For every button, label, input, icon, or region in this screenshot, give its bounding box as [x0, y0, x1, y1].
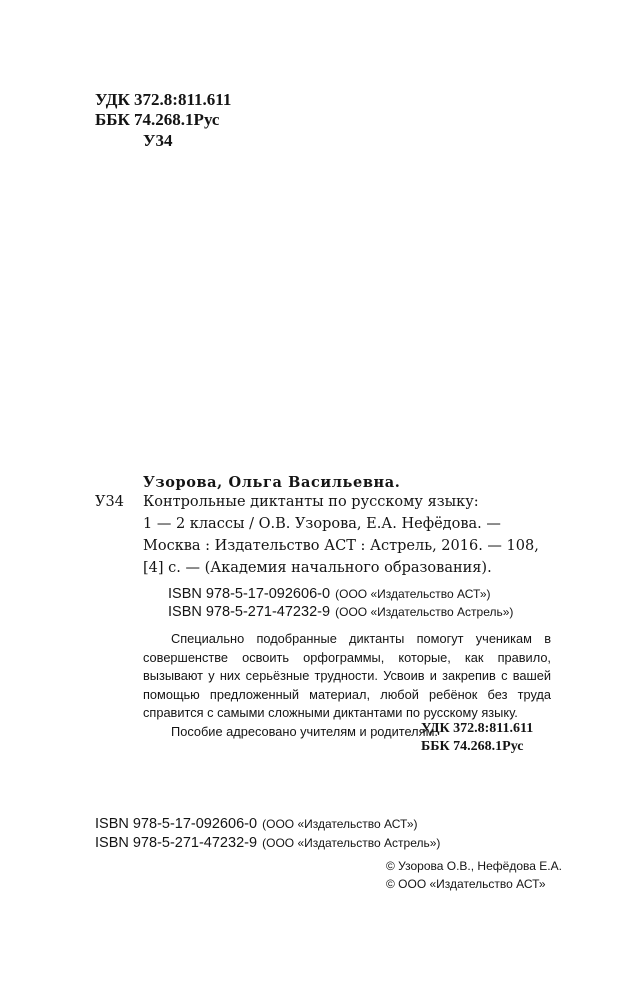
bottom-isbn-number: ISBN 978-5-271-47232-9	[95, 835, 258, 851]
bottom-isbn-number: ISBN 978-5-17-092606-0	[95, 816, 258, 832]
copyright-line: © Узорова О.В., Нефёдова Е.А.	[386, 859, 562, 873]
card-author: Узорова, Ольга Васильевна.	[143, 474, 401, 491]
card-udk: УДК 372.8:811.611	[421, 721, 534, 736]
bottom-isbn-publisher: (ООО «Издательство Астрель»)	[262, 836, 441, 850]
annotation-paragraph: Пособие адресовано учителям и родителям.	[171, 723, 438, 739]
annotation-paragraph: Специально подобранные диктанты помогут ученикам в совершенстве освоить орфограммы, которые, как правило, вызывают у них серьёзные трудности. Усвоив и закрепив с вашей помощью предложенный материал, любой ребёнок без труда справится с самыми сложными диктантами по русскому языку.	[143, 631, 551, 721]
card-isbn-number: ISBN 978-5-17-092606-0	[168, 586, 331, 602]
card-author-mark: У34	[95, 494, 124, 510]
card-isbn-publisher: (ООО «Издательство АСТ»)	[335, 587, 491, 601]
copyright-line: © ООО «Издательство АСТ»	[386, 877, 546, 891]
bbk-index: ББК 74.268.1Рус	[95, 110, 220, 129]
bottom-isbn-row	[95, 832, 440, 851]
card-bbk: ББК 74.268.1Рус	[421, 739, 524, 754]
card-line-3: Москва : Издательство АСТ : Астрель, 2016. — 108,	[143, 538, 539, 554]
author-mark: У34	[143, 131, 173, 150]
udk-index: УДК 372.8:811.611	[95, 90, 232, 109]
card-line-4: [4] с. — (Академия начального образования).	[143, 560, 492, 576]
bottom-isbn-row	[95, 813, 418, 832]
card-isbn-number: ISBN 978-5-271-47232-9	[168, 604, 331, 620]
card-line-1: Контрольные диктанты по русскому языку:	[143, 494, 479, 510]
card-isbn-publisher: (ООО «Издательство Астрель»)	[335, 605, 514, 619]
card-isbn-row	[168, 601, 513, 620]
card-isbn-row	[168, 583, 491, 602]
bottom-isbn-publisher: (ООО «Издательство АСТ»)	[262, 817, 418, 831]
card-line-2: 1 — 2 классы / О.В. Узорова, Е.А. Нефёдова. —	[143, 516, 501, 532]
